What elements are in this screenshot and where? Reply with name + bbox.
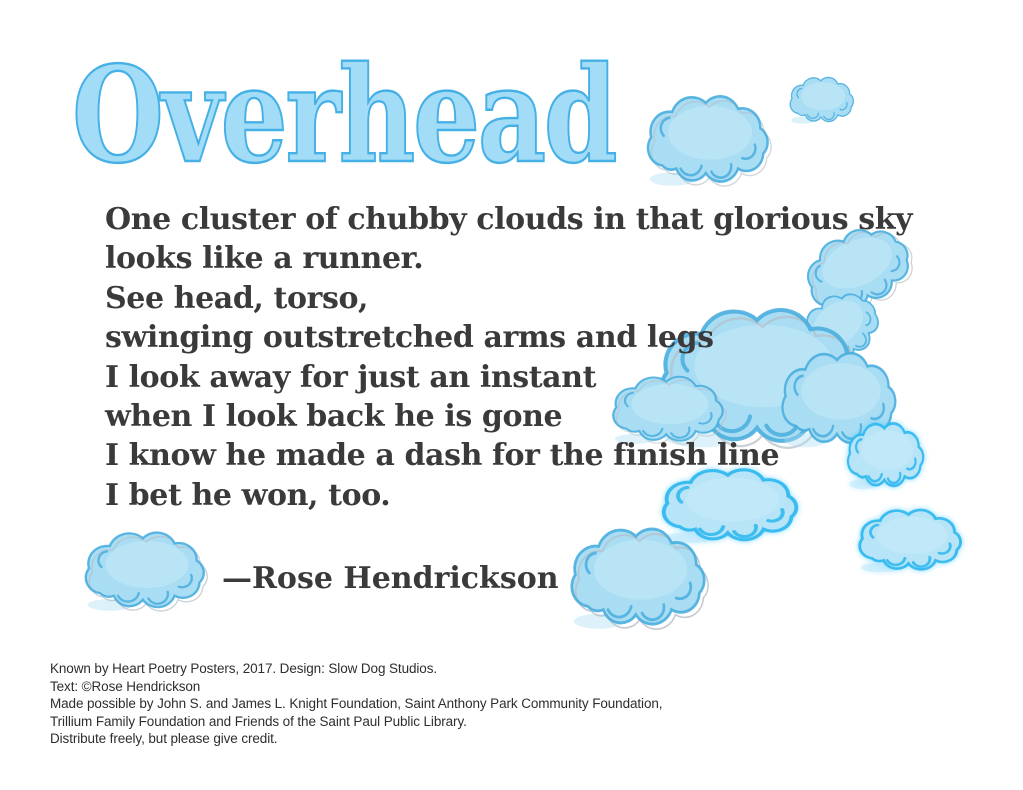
poem-line: swinging outstretched arms and legs bbox=[105, 320, 714, 356]
poem-line: I bet he won, too. bbox=[105, 477, 391, 513]
cloud-left-small-icon bbox=[78, 520, 216, 618]
credits-block bbox=[50, 660, 662, 748]
poem-line: I look away for just an instant bbox=[105, 359, 597, 395]
poem-line: See head, torso, bbox=[105, 280, 369, 316]
credit-line: Distribute freely, but please give credit. bbox=[50, 731, 278, 747]
cloud-top-small-icon bbox=[786, 70, 860, 128]
poem-text bbox=[105, 200, 912, 515]
poster-title: Overhead bbox=[72, 38, 616, 193]
credit-line: Made possible by John S. and James L. Knight Foundation, Saint Anthony Park Community Foundation, bbox=[50, 696, 663, 712]
cloud-top-medium-icon bbox=[640, 82, 780, 194]
poem-attribution: —Rose Hendrickson bbox=[222, 561, 559, 596]
poem-line: One cluster of chubby clouds in that glorious sky bbox=[105, 202, 913, 237]
poem-line: when I look back he is gone bbox=[105, 399, 563, 435]
credit-line: Known by Heart Poetry Posters, 2017. Design: Slow Dog Studios. bbox=[50, 661, 438, 676]
cloud-bottom-big-icon bbox=[563, 513, 718, 638]
poem-line: I know he made a dash for the finish line bbox=[105, 438, 780, 474]
credit-line: Text: ©Rose Hendrickson bbox=[50, 678, 201, 694]
poem-line: looks like a runner. bbox=[105, 241, 424, 277]
credit-line: Trillium Family Foundation and Friends of the Saint Paul Public Library. bbox=[50, 713, 467, 729]
